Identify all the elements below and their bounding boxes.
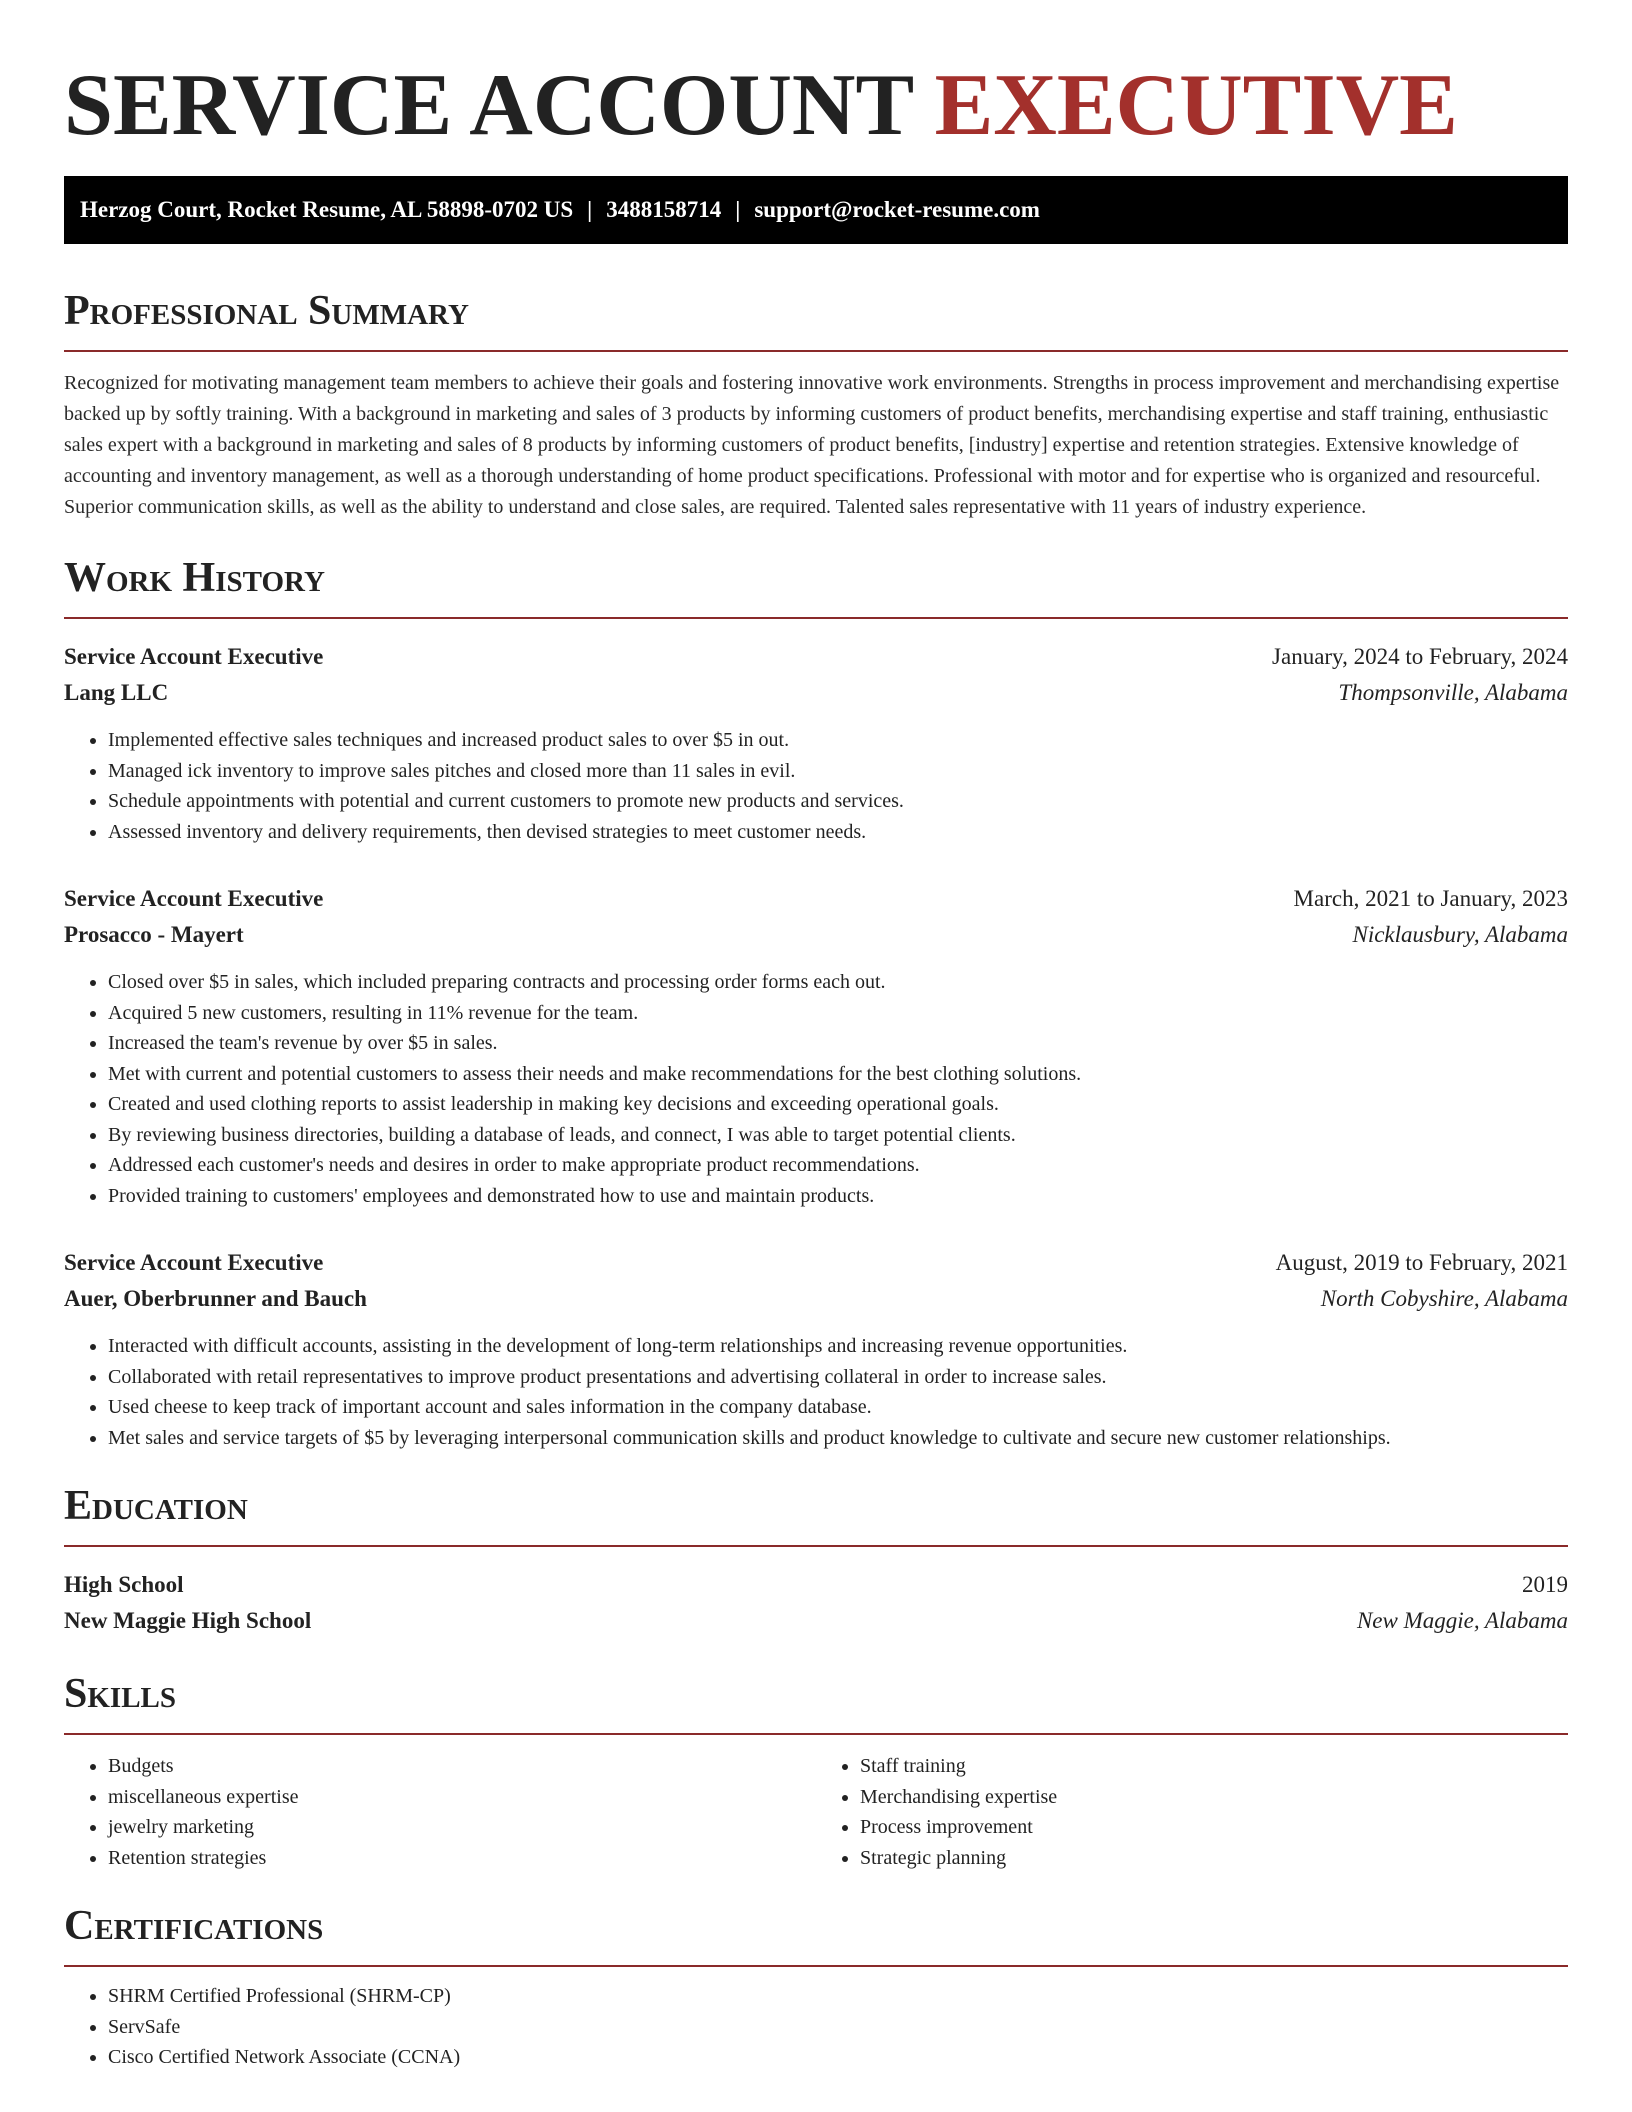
section-divider	[64, 1733, 1568, 1735]
skills-column-right	[816, 1751, 1568, 1873]
job-header-row	[64, 639, 1568, 675]
contact-address: Herzog Court, Rocket Resume, AL 58898-0702 US	[80, 197, 574, 222]
list-item: • Met with current and potential customers to assess their needs and make recommendations for the best clothing solutions.	[108, 1059, 1568, 1090]
list-item: • Provided training to customers' employees and demonstrated how to use and maintain products.	[108, 1181, 1568, 1212]
skill-item: • Process improvement	[860, 1812, 1568, 1843]
contact-separator: |	[587, 197, 593, 222]
section-heading-education: Education	[64, 1483, 248, 1529]
list-item: • Managed ick inventory to improve sales pitches and closed more than 11 sales in evil.	[108, 756, 1568, 787]
list-item: • Implemented effective sales techniques and increased product sales to over $5 in out.	[108, 725, 1568, 756]
skill-item: • miscellaneous expertise	[108, 1782, 816, 1813]
list-item: • Addressed each customer's needs and desires in order to make appropriate product recommendations.	[108, 1150, 1568, 1181]
job-location: Thompsonville, Alabama	[1338, 680, 1568, 705]
certification-item: • Cisco Certified Network Associate (CCNA)	[108, 2042, 1568, 2073]
list-item: • Created and used clothing reports to assist leadership in making key decisions and exceeding operational goals.	[108, 1089, 1568, 1120]
education-school-row	[64, 1603, 1568, 1639]
section-divider	[64, 1965, 1568, 1967]
list-item: • Schedule appointments with potential and current customers to promote new products and services.	[108, 786, 1568, 817]
list-item: • Used cheese to keep track of important account and sales information in the company database.	[108, 1392, 1568, 1423]
title-accent: EXECUTIVE	[934, 57, 1458, 154]
job-entry	[64, 639, 1568, 847]
job-company-row	[64, 1281, 1568, 1317]
education-entry	[64, 1567, 1568, 1639]
skill-item: • Staff training	[860, 1751, 1568, 1782]
list-item: • Met sales and service targets of $5 by leveraging interpersonal communication skills and product knowledge to cultivate and secure new customer relationships.	[108, 1423, 1568, 1454]
skills-grid	[64, 1751, 1568, 1873]
education-degree: High School	[64, 1572, 184, 1597]
job-company: Prosacco - Mayert	[64, 922, 244, 947]
skills-list	[816, 1751, 1568, 1873]
contact-separator: |	[735, 197, 741, 222]
skill-item: • Retention strategies	[108, 1843, 816, 1874]
job-company: Auer, Oberbrunner and Bauch	[64, 1286, 367, 1311]
job-title: Service Account Executive	[64, 886, 324, 911]
certifications-list	[64, 1981, 1568, 2073]
job-title: Service Account Executive	[64, 1250, 324, 1275]
section-heading-summary: Professional Summary	[64, 288, 469, 334]
contact-phone: 3488158714	[606, 197, 722, 222]
section-divider	[64, 1545, 1568, 1547]
job-location: North Cobyshire, Alabama	[1320, 1286, 1568, 1311]
job-header-row	[64, 881, 1568, 917]
title-primary: SERVICE ACCOUNT	[64, 57, 935, 154]
job-bullets	[64, 725, 1568, 847]
education-school: New Maggie High School	[64, 1608, 312, 1633]
job-company-row	[64, 675, 1568, 711]
job-dates: January, 2024 to February, 2024	[1272, 644, 1568, 669]
certification-item: • ServSafe	[108, 2012, 1568, 2043]
job-bullets	[64, 1331, 1568, 1453]
job-dates: August, 2019 to February, 2021	[1275, 1250, 1568, 1275]
list-item: • Assessed inventory and delivery requirements, then devised strategies to meet customer needs.	[108, 817, 1568, 848]
skill-item: • Budgets	[108, 1751, 816, 1782]
job-header-row	[64, 1245, 1568, 1281]
contact-email: support@rocket-resume.com	[754, 197, 1040, 222]
list-item: • Collaborated with retail representatives to improve product presentations and advertising collateral in order to increase sales.	[108, 1362, 1568, 1393]
page-title	[64, 0, 1568, 156]
section-heading-certifications: Certifications	[64, 1903, 324, 1949]
education-degree-row	[64, 1567, 1568, 1603]
job-entry	[64, 881, 1568, 1211]
job-bullets	[64, 967, 1568, 1211]
section-divider	[64, 350, 1568, 352]
job-company: Lang LLC	[64, 680, 169, 705]
contact-bar	[64, 176, 1568, 244]
summary-text: Recognized for motivating management team members to achieve their goals and fostering innovative work environments. Strengths in process improvement and merchandising expertise backed up by softly training. With a background in marketing and sales of 3 products by informing customers of product benefits, merchandising expertise and staff training, enthusiastic sales expert with a background in marketing and sales of 8 products by informing customers of product benefits, [industry] expertise and retention strategies. Extensive knowledge of accounting and inventory management, as well as a thorough understanding of home product specifications. Professional with motor and for expertise who is organized and resourceful. Superior communication skills, as well as the ability to understand and close sales, are required. Talented sales representative with 11 years of industry experience.	[64, 372, 1560, 518]
list-item: • Interacted with difficult accounts, assisting in the development of long-term relationships and increasing revenue opportunities.	[108, 1331, 1568, 1362]
skill-item: • Merchandising expertise	[860, 1782, 1568, 1813]
certification-item: • SHRM Certified Professional (SHRM-CP)	[108, 1981, 1568, 2012]
list-item: • Acquired 5 new customers, resulting in 11% revenue for the team.	[108, 998, 1568, 1029]
list-item: • Increased the team's revenue by over $5 in sales.	[108, 1028, 1568, 1059]
skills-column-left	[64, 1751, 816, 1873]
education-location: New Maggie, Alabama	[1356, 1608, 1568, 1633]
skill-item: • Strategic planning	[860, 1843, 1568, 1874]
section-heading-work-history: Work History	[64, 555, 325, 601]
list-item: • By reviewing business directories, building a database of leads, and connect, I was able to target potential clients.	[108, 1120, 1568, 1151]
job-entry	[64, 1245, 1568, 1453]
job-dates: March, 2021 to January, 2023	[1293, 886, 1568, 911]
job-company-row	[64, 917, 1568, 953]
section-divider	[64, 617, 1568, 619]
skills-list	[64, 1751, 816, 1873]
job-title: Service Account Executive	[64, 644, 324, 669]
education-year: 2019	[1522, 1572, 1568, 1597]
job-location: Nicklausbury, Alabama	[1352, 922, 1568, 947]
section-heading-skills: Skills	[64, 1671, 177, 1717]
skill-item: • jewelry marketing	[108, 1812, 816, 1843]
list-item: • Closed over $5 in sales, which included preparing contracts and processing order forms each out.	[108, 967, 1568, 998]
